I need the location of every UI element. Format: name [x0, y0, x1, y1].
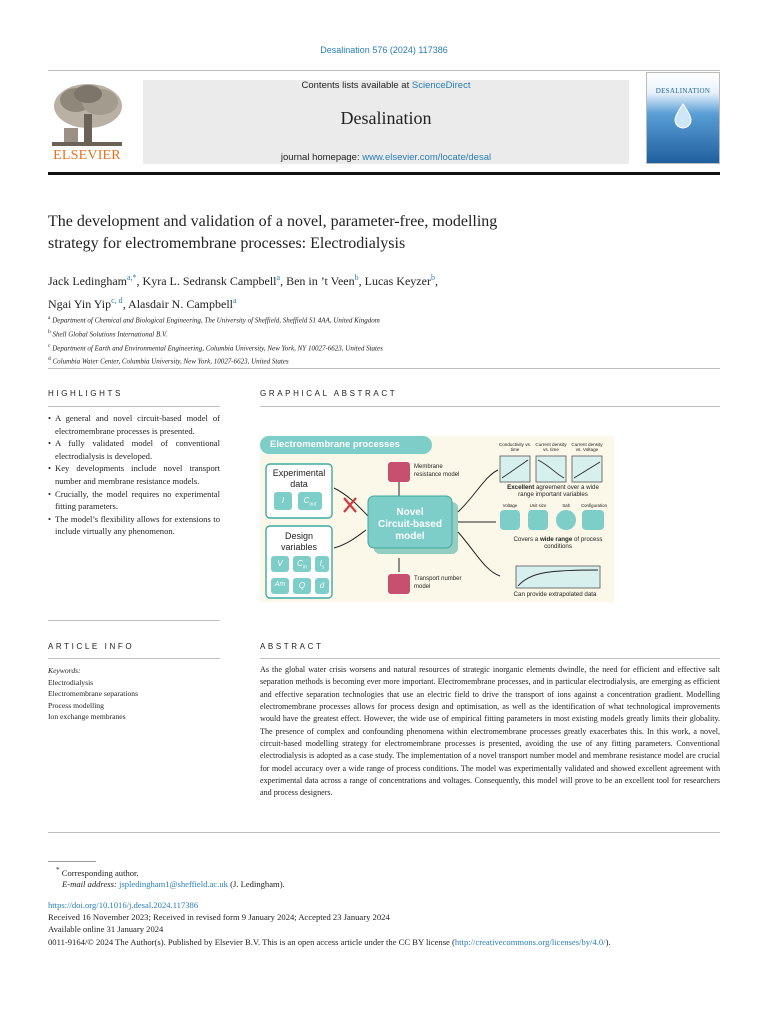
abstract-heading: ABSTRACT: [260, 642, 324, 651]
journal-citation-link[interactable]: Desalination 576 (2024) 117386: [320, 45, 448, 55]
footnote-text: Corresponding author.: [61, 867, 139, 878]
email-suffix: (J. Ledingham).: [227, 879, 285, 889]
author-list: [48, 268, 608, 314]
ga-var-sub: in: [302, 564, 307, 571]
author-line-1: [48, 268, 608, 291]
graphical-abstract-figure[interactable]: [260, 436, 614, 602]
publisher-wordmark: ELSEVIER: [53, 148, 121, 163]
ga-excellent-agreement: [500, 484, 606, 499]
affiliation-item: [48, 313, 688, 327]
affiliation-text: Department of Earth and Environmental Engineering, Columbia University, New York, NY 10027-6623, United States: [52, 343, 383, 352]
email-link[interactable]: jspledingham1@sheffield.ac.uk: [118, 879, 228, 889]
received-dates: Received 16 November 2023; Received in revised form 9 January 2024; Accepted 23 January 2024: [48, 912, 390, 922]
author-name[interactable]: Lucas Keyzer: [364, 274, 431, 288]
graphical-abstract-heading: GRAPHICAL ABSTRACT: [260, 389, 398, 398]
homepage-line: [143, 152, 629, 163]
ga-design-var: V: [277, 559, 283, 568]
affiliation-text: Columbia Water Center, Columbia University, New York, 10027-6623, United States: [52, 357, 289, 366]
affiliation-item: [48, 341, 688, 355]
contents-line: [143, 80, 629, 91]
author-affil-mark[interactable]: a: [276, 273, 281, 282]
ga-extrapolated: Can provide extrapolated data: [513, 591, 597, 598]
article-info-heading: ARTICLE INFO: [48, 642, 135, 651]
keyword-item[interactable]: Electrodialysis: [48, 677, 94, 687]
ga-membrane-resistance: Membrane resistance model: [414, 464, 460, 478]
ga-exp-var: [298, 496, 322, 508]
ga-bold-word: wide range: [539, 536, 573, 543]
author-separator: ,: [434, 274, 438, 288]
license-suffix: ).: [605, 937, 611, 947]
ga-design-label: Design variables: [280, 531, 318, 552]
abstract-bottom-rule: [48, 832, 720, 833]
ga-condition-label: Voltage: [502, 503, 518, 508]
email-label: E-mail address:: [62, 879, 117, 889]
author-affil-mark[interactable]: a,*: [126, 273, 137, 282]
ga-var-main: C: [303, 496, 310, 505]
affiliation-text: Department of Chemical and Biological Engineering, The University of Sheffield, Sheffield S1 4AA, United Kingdom: [52, 316, 380, 325]
available-online-date: Available online 31 January 2024: [48, 924, 164, 934]
ga-text-rest: agreement over a wide range important variables: [518, 484, 599, 499]
affiliation-mark: d: [48, 356, 51, 363]
ga-banner: Electromembrane processes: [270, 439, 400, 450]
ga-core-line: Novel: [396, 507, 424, 518]
keywords-block: [48, 665, 220, 723]
highlights-bottom-rule: [48, 620, 220, 621]
author-name[interactable]: Kyra L. Sedransk Campbell: [142, 274, 277, 288]
ga-var-main: I: [319, 559, 322, 568]
license-prefix: 0011-9164/© 2024 The Author(s). Published by Elsevier B.V. This is an open access article under the CC BY license (: [48, 937, 455, 947]
ga-plot-label: Current density vs. time: [535, 442, 567, 453]
ga-condition-label: Configuration: [580, 503, 608, 508]
affiliation-mark: b: [48, 328, 51, 335]
ga-covers-range: [508, 536, 608, 551]
ga-var-sub: out: [309, 501, 317, 508]
ga-text-rest: of process conditions: [544, 536, 603, 551]
footnote-mark: *: [56, 866, 60, 874]
water-drop-icon: [673, 103, 693, 129]
author-name[interactable]: Ben in ’t Veen: [286, 274, 355, 288]
affiliation-item: [48, 354, 688, 368]
graphical-abstract-rule: [260, 406, 720, 407]
author-separator: ,: [136, 274, 143, 288]
abstract-rule: [260, 658, 720, 659]
section-rule: [48, 368, 720, 369]
highlight-item: • The model’s flexibility allows for extensions to include virtually any phenomenon.: [48, 513, 220, 538]
author-name[interactable]: Jack Ledingham: [48, 274, 127, 288]
highlight-item: • Crucially, the model requires no experimental fitting parameters.: [48, 488, 220, 513]
ga-experimental-label: Experimental data: [272, 468, 326, 489]
ga-plot-label: Conductivity vs. time: [498, 442, 532, 453]
author-separator: ,: [358, 274, 365, 288]
author-name[interactable]: Ngai Yin Yip: [48, 297, 112, 311]
ga-core-line: Circuit-based: [378, 519, 442, 530]
affiliations: [48, 313, 688, 368]
ga-core-model: [368, 507, 452, 543]
license-link[interactable]: http://creativecommons.org/licenses/by/4.0/: [454, 937, 606, 947]
corresponding-author-note: [56, 866, 139, 878]
ga-condition-label: Salt: [562, 503, 570, 508]
title-line-1: The development and validation of a novel, parameter-free, modelling: [48, 213, 498, 230]
author-separator: ,: [280, 274, 287, 288]
keyword-item[interactable]: Ion exchange membranes: [48, 712, 126, 721]
author-affil-mark[interactable]: c, d: [111, 296, 123, 305]
header-rule-thin: [48, 70, 720, 71]
ga-core-line: model: [395, 531, 425, 542]
ga-plot-label: Current density vs. Voltage: [571, 442, 603, 453]
ga-design-var: [293, 559, 311, 571]
ga-text-prefix: Covers a: [513, 536, 540, 543]
article-title: [48, 211, 648, 255]
doi-link[interactable]: https://doi.org/10.1016/j.desal.2024.117386: [48, 900, 199, 910]
highlight-item: • A general and novel circuit-based model of electromembrane processes is presented.: [48, 412, 220, 437]
article-info-rule: [48, 658, 220, 659]
sciencedirect-link[interactable]: ScienceDirect: [411, 80, 471, 91]
author-affil-mark[interactable]: b: [354, 273, 359, 282]
header-rule-thick: [48, 172, 720, 175]
author-affil-mark[interactable]: a: [233, 296, 237, 305]
ga-var-main: C: [297, 559, 303, 568]
affiliation-item: [48, 327, 688, 341]
email-line: [62, 879, 285, 889]
ga-bold-word: Excellent: [507, 484, 535, 491]
ga-var-sub: s: [321, 564, 325, 571]
cover-title: DESALINATION: [655, 87, 711, 95]
homepage-prefix: journal homepage:: [280, 152, 363, 163]
footnote-rule: [48, 861, 96, 862]
title-line-2: strategy for electromembrane processes: Electrodialysis: [48, 235, 406, 252]
license-line: [48, 937, 611, 947]
ga-exp-var: I: [281, 496, 285, 505]
affiliation-text: Shell Global Solutions International B.V.: [52, 330, 168, 339]
highlights-rule: [48, 406, 220, 407]
ga-transport-number: Transport number model: [414, 576, 462, 590]
journal-cover-thumbnail[interactable]: [646, 72, 720, 164]
affiliation-mark: a: [48, 315, 51, 321]
ga-design-var: Am: [274, 581, 286, 588]
author-separator: ,: [122, 297, 129, 311]
highlight-item: • Key developments include novel transport number and membrane resistance models.: [48, 462, 220, 487]
affiliation-mark: c: [48, 342, 51, 349]
author-line-2: [48, 291, 608, 314]
highlights-heading: HIGHLIGHTS: [48, 389, 123, 398]
ga-design-var: d: [319, 581, 325, 590]
keyword-item[interactable]: Electromembrane separations: [48, 689, 139, 698]
author-affil-mark[interactable]: b: [430, 273, 435, 282]
highlight-item: • A fully validated model of conventional electrodialysis is developed.: [48, 437, 220, 462]
keyword-item[interactable]: Process modelling: [48, 700, 104, 710]
author-name[interactable]: Alasdair N. Campbell: [128, 297, 234, 311]
contents-prefix: Contents lists available at: [301, 80, 412, 91]
ga-design-var: [315, 559, 329, 571]
highlights-list: [48, 412, 220, 538]
ga-design-var: Q: [298, 581, 306, 590]
keywords-label: Keywords:: [48, 666, 81, 675]
tree-icon: [48, 80, 126, 148]
journal-name: Desalination: [340, 108, 432, 128]
homepage-link[interactable]: www.elsevier.com/locate/desal: [362, 152, 492, 163]
ga-condition-label: Unit size: [529, 503, 547, 508]
abstract-body: As the global water crisis worsens and natural resources of strategic inorganic elements dwindle, the need for efficient and effective salt separation methods is becoming ever more important. Electromembrane processes, and in particular electrodialysis, are emerging as efficient and effective separation technologies that use an electric field to drive the transport of ions against a concentration gradient. Modelling electromembrane processes allows for process design and optimisation, as well as the identification of what technological improvements would have the greatest effect. However, the wide use of empirical fitting parameters in most existing models greatly limits their globality. The presence of complex and confounding phenomena within electromembrane processes greatly exacerbates this. In this work, a novel, circuit-based modelling strategy for electromembrane processes is presented, avoiding the use of any fitting parameters. Conventional electrodialysis is adopted as a case study. The implementation of a novel transport number model and membrane resistance model are crucial for model accuracy over a wide range of process conditions. The model was experimentally validated and showed excellent agreement with experimental data across a range of concentrations and voltages. Consequently, this model will prove to be an excellent tool for researchers and process designers.: [260, 665, 720, 798]
